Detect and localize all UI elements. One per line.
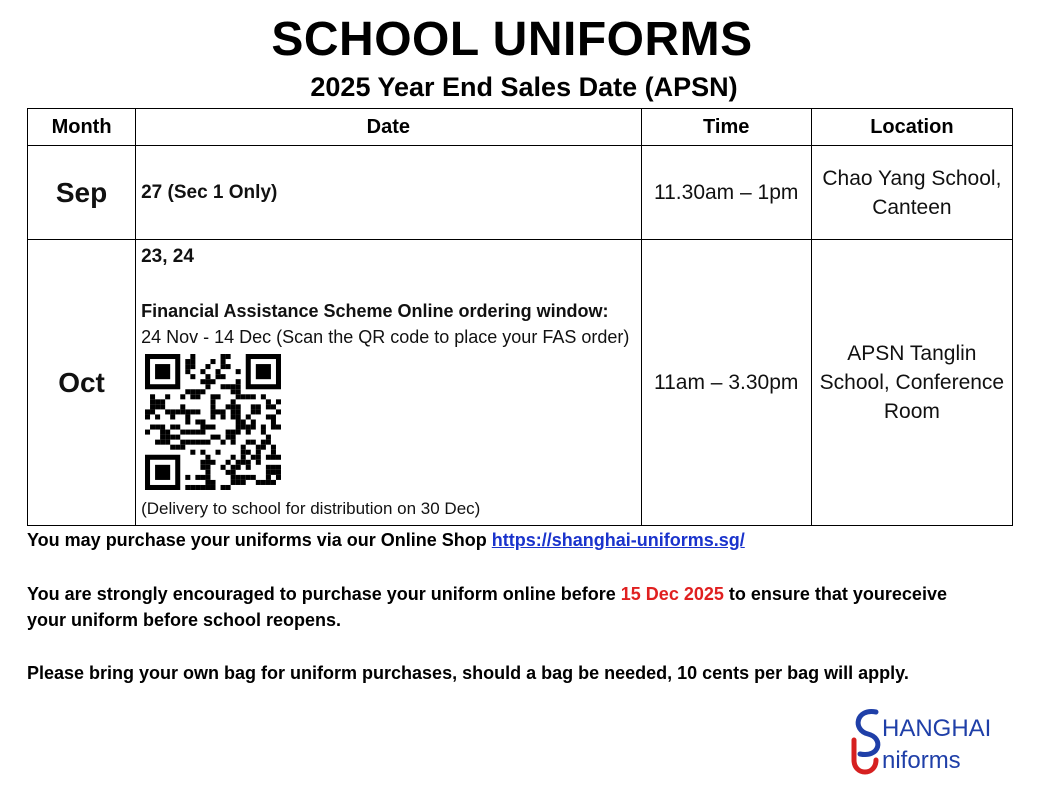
location-sep-line1: Chao Yang School, <box>822 166 1002 190</box>
fas-window: 24 Nov - 14 Dec (Scan the QR code to place your FAS order) <box>141 327 630 347</box>
logo-line1: HANGHAI <box>882 715 992 742</box>
location-oct-line2: School, Conference <box>819 371 1005 394</box>
location-oct <box>811 240 1012 526</box>
date-sep: 27 (Sec 1 Only) <box>136 146 642 240</box>
time-oct: 11am – 3.30pm <box>641 240 811 526</box>
delivery-note: (Delivery to school for distribution on 30 Dec) <box>141 499 481 518</box>
sales-schedule-table <box>27 108 1013 526</box>
oct-dates: 23, 24 <box>141 246 194 267</box>
header-month: Month <box>28 109 136 146</box>
date-oct <box>136 240 642 526</box>
encourage-note <box>27 581 1007 633</box>
time-sep: 11.30am – 1pm <box>641 146 811 240</box>
encourage-prefix: You are strongly encouraged to purchase your uniform online before <box>27 584 616 604</box>
shanghai-uniforms-logo <box>846 700 1026 780</box>
page-title: SCHOOL UNIFORMS <box>271 13 753 66</box>
table-row-oct <box>28 240 1013 526</box>
month-oct: Oct <box>28 240 136 526</box>
bag-note: Please bring your own bag for uniform purchases, should a bag be needed, 10 cents per bag will apply. <box>27 663 909 683</box>
online-shop-text: You may purchase your uniforms via our Online Shop <box>27 530 487 550</box>
fas-qr-code[interactable] <box>145 354 281 490</box>
table-row-sep <box>28 146 1013 240</box>
encourage-suffix: to ensure that youreceive <box>728 584 947 604</box>
month-sep: Sep <box>28 146 136 240</box>
page-subtitle: 2025 Year End Sales Date (APSN) <box>310 72 738 102</box>
online-shop-link[interactable]: https://shanghai-uniforms.sg/ <box>491 530 745 550</box>
logo-line2: niforms <box>882 747 961 774</box>
location-sep <box>811 146 1012 240</box>
online-shop-note <box>27 527 1007 553</box>
encourage-line2: your uniform before school reopens. <box>27 610 342 630</box>
location-oct-line3: Room <box>883 400 940 423</box>
location-oct-line1: APSN Tanglin <box>847 342 977 365</box>
location-sep-line2: Canteen <box>872 195 952 219</box>
header-time: Time <box>641 109 811 146</box>
header-date: Date <box>136 109 642 146</box>
table-header-row <box>28 109 1013 146</box>
header-location: Location <box>811 109 1012 146</box>
fas-title: Financial Assistance Scheme Online ordering window: <box>141 301 609 321</box>
logo-s-mark <box>858 712 878 755</box>
deadline-date: 15 Dec 2025 <box>620 584 724 604</box>
